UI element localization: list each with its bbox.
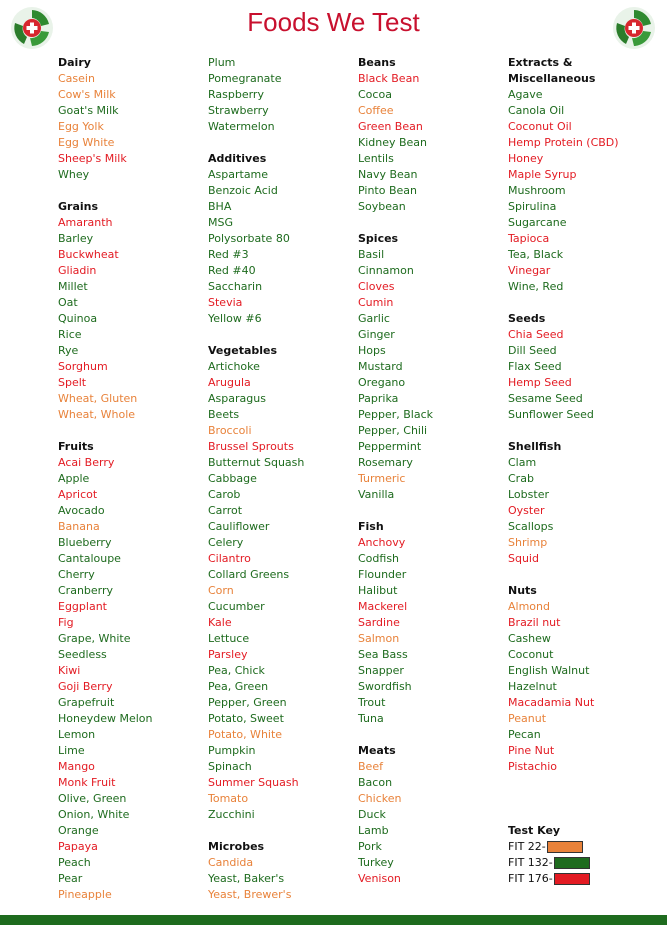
food-item: Lobster: [508, 488, 549, 501]
food-item: Sea Bass: [358, 648, 408, 661]
food-item: Peach: [58, 856, 91, 869]
food-item: Wine, Red: [508, 280, 564, 293]
food-item: Cilantro: [208, 552, 251, 565]
food-item: Rye: [58, 344, 79, 357]
section-spacer: [508, 423, 658, 439]
food-item: Yeast, Brewer's: [208, 888, 292, 901]
food-item: Amaranth: [58, 216, 113, 229]
food-item: Onion, White: [58, 808, 130, 821]
food-item: Bacon: [358, 776, 393, 789]
food-item: Celery: [208, 536, 244, 549]
food-item: Cow's Milk: [58, 88, 116, 101]
food-item: Orange: [58, 824, 99, 837]
food-item: Wheat, Gluten: [58, 392, 138, 405]
food-item: Honey: [508, 152, 544, 165]
category-heading: Nuts: [508, 584, 537, 597]
food-item: Oregano: [358, 376, 406, 389]
category-heading: Shellfish: [508, 440, 562, 453]
food-item: Red #3: [208, 248, 249, 261]
food-item: Carrot: [208, 504, 243, 517]
food-item: Scallops: [508, 520, 554, 533]
food-item: Maple Syrup: [508, 168, 577, 181]
food-item: Tuna: [358, 712, 384, 725]
food-item: Zucchini: [208, 808, 255, 821]
food-item: Macadamia Nut: [508, 696, 595, 709]
food-item: Summer Squash: [208, 776, 299, 789]
food-item: Hemp Seed: [508, 376, 572, 389]
food-item: Potato, Sweet: [208, 712, 284, 725]
food-item: Cinnamon: [358, 264, 414, 277]
food-item: Pinto Bean: [358, 184, 417, 197]
food-item: Rice: [58, 328, 82, 341]
section-spacer: [508, 791, 658, 807]
food-item: Salmon: [358, 632, 400, 645]
food-item: Agave: [508, 88, 543, 101]
food-item: Cranberry: [58, 584, 114, 597]
food-item: Garlic: [358, 312, 390, 325]
food-item: Buckwheat: [58, 248, 119, 261]
food-item: Stevia: [208, 296, 243, 309]
food-item: Tomato: [208, 792, 249, 805]
food-item: Cocoa: [358, 88, 392, 101]
food-item: Apple: [58, 472, 90, 485]
food-column-3: [358, 55, 508, 887]
food-column-1: [58, 55, 208, 903]
section-spacer: [358, 215, 508, 231]
food-item: Clam: [508, 456, 537, 469]
food-item: Sorghum: [58, 360, 108, 373]
food-item: Flax Seed: [508, 360, 562, 373]
food-item: Kidney Bean: [358, 136, 428, 149]
food-item: Fig: [58, 616, 74, 629]
food-item: Acai Berry: [58, 456, 115, 469]
food-item: Yellow #6: [208, 312, 262, 325]
food-item: Mushroom: [508, 184, 566, 197]
food-item: Parsley: [208, 648, 248, 661]
food-item: Halibut: [358, 584, 398, 597]
food-item: Duck: [358, 808, 386, 821]
food-item: Basil: [358, 248, 385, 261]
food-item: Spinach: [208, 760, 252, 773]
food-item: Goat's Milk: [58, 104, 119, 117]
food-item: Paprika: [358, 392, 399, 405]
clinic-logo-icon: [10, 6, 54, 50]
food-item: Kale: [208, 616, 232, 629]
food-item: Papaya: [58, 840, 98, 853]
food-item: Grape, White: [58, 632, 131, 645]
food-item: Artichoke: [208, 360, 260, 373]
food-item: Avocado: [58, 504, 105, 517]
food-item: Olive, Green: [58, 792, 127, 805]
food-item: Squid: [508, 552, 539, 565]
food-item: Turmeric: [358, 472, 406, 485]
food-item: Gliadin: [58, 264, 97, 277]
test-key-label: FIT 132-: [508, 856, 553, 869]
food-item: Cauliflower: [208, 520, 270, 533]
test-key-heading: Test Key: [508, 824, 561, 837]
food-item: Hemp Protein (CBD): [508, 136, 619, 149]
food-item: Beef: [358, 760, 383, 773]
food-item: Monk Fruit: [58, 776, 116, 789]
food-item: Tapioca: [508, 232, 550, 245]
test-key-swatch: [554, 857, 590, 869]
food-item: Cashew: [508, 632, 551, 645]
food-item: Pine Nut: [508, 744, 555, 757]
food-item: Lettuce: [208, 632, 250, 645]
category-heading: Grains: [58, 200, 99, 213]
category-heading: Spices: [358, 232, 399, 245]
food-item: Yeast, Baker's: [208, 872, 285, 885]
food-item: Cabbage: [208, 472, 257, 485]
page-title: Foods We Test: [247, 7, 420, 37]
food-item: Vinegar: [508, 264, 551, 277]
food-item: Coffee: [358, 104, 394, 117]
food-item: Broccoli: [208, 424, 252, 437]
category-heading: Additives: [208, 152, 267, 165]
food-item: Trout: [358, 696, 386, 709]
food-item: Blueberry: [58, 536, 112, 549]
food-item: Sheep's Milk: [58, 152, 127, 165]
food-item: Anchovy: [358, 536, 406, 549]
food-item: Asparagus: [208, 392, 266, 405]
food-item: Cumin: [358, 296, 394, 309]
food-item: English Walnut: [508, 664, 590, 677]
food-item: Black Bean: [358, 72, 420, 85]
food-item: Green Bean: [358, 120, 423, 133]
food-column-4: [508, 55, 658, 887]
food-item: Mango: [58, 760, 95, 773]
test-key-label: FIT 22-: [508, 840, 546, 853]
section-spacer: [58, 183, 208, 199]
category-heading: Fruits: [58, 440, 94, 453]
food-item: MSG: [208, 216, 233, 229]
food-item: Aspartame: [208, 168, 269, 181]
category-heading: Microbes: [208, 840, 265, 853]
food-column-2: [208, 55, 358, 903]
food-item: Pumpkin: [208, 744, 256, 757]
food-item: Crab: [508, 472, 534, 485]
category-heading: Fish: [358, 520, 384, 533]
food-item: Cantaloupe: [58, 552, 121, 565]
section-spacer: [508, 775, 658, 791]
section-spacer: [208, 135, 358, 151]
food-item: Flounder: [358, 568, 407, 581]
food-item: Eggplant: [58, 600, 107, 613]
food-item: Apricot: [58, 488, 98, 501]
food-item: Pistachio: [508, 760, 558, 773]
food-item: Pork: [358, 840, 382, 853]
food-item: Lentils: [358, 152, 394, 165]
food-item: Spirulina: [508, 200, 557, 213]
food-item: Casein: [58, 72, 95, 85]
food-item: Pea, Chick: [208, 664, 265, 677]
test-key-item: [508, 855, 658, 871]
test-key-swatch: [547, 841, 583, 853]
food-item: Seedless: [58, 648, 107, 661]
food-item: Venison: [358, 872, 401, 885]
food-item: Almond: [508, 600, 550, 613]
food-item: Ginger: [358, 328, 395, 341]
food-item: Millet: [58, 280, 88, 293]
food-item: Coconut: [508, 648, 554, 661]
food-item: Cucumber: [208, 600, 265, 613]
food-item: Saccharin: [208, 280, 263, 293]
food-item: Pepper, Chili: [358, 424, 428, 437]
category-heading: Seeds: [508, 312, 546, 325]
food-item: BHA: [208, 200, 232, 213]
food-item: Kiwi: [58, 664, 81, 677]
food-item: Banana: [58, 520, 100, 533]
food-item: Egg White: [58, 136, 115, 149]
section-spacer: [358, 727, 508, 743]
food-item: Turkey: [358, 856, 394, 869]
test-key-item: [508, 839, 658, 855]
food-item: Chia Seed: [508, 328, 564, 341]
food-item: Collard Greens: [208, 568, 290, 581]
section-spacer: [508, 295, 658, 311]
food-item: Shrimp: [508, 536, 548, 549]
food-item: Arugula: [208, 376, 251, 389]
food-item: Watermelon: [208, 120, 275, 133]
food-item: Peppermint: [358, 440, 422, 453]
food-item: Benzoic Acid: [208, 184, 278, 197]
food-item: Oat: [58, 296, 78, 309]
category-heading: Miscellaneous: [508, 72, 596, 85]
food-item: Sardine: [358, 616, 400, 629]
section-spacer: [508, 807, 658, 823]
footer-bar: [0, 915, 667, 925]
test-key-swatch: [554, 873, 590, 885]
food-item: Raspberry: [208, 88, 264, 101]
food-item: Sugarcane: [508, 216, 567, 229]
food-item: Brussel Sprouts: [208, 440, 294, 453]
food-item: Rosemary: [358, 456, 413, 469]
food-item: Candida: [208, 856, 254, 869]
section-spacer: [208, 823, 358, 839]
food-item: Whey: [58, 168, 90, 181]
food-item: Strawberry: [208, 104, 269, 117]
food-item: Pomegranate: [208, 72, 282, 85]
food-item: Grapefruit: [58, 696, 115, 709]
food-item: Sunflower Seed: [508, 408, 594, 421]
food-item: Butternut Squash: [208, 456, 305, 469]
food-item: Spelt: [58, 376, 87, 389]
food-item: Honeydew Melon: [58, 712, 153, 725]
food-item: Swordfish: [358, 680, 412, 693]
food-item: Dill Seed: [508, 344, 557, 357]
food-item: Barley: [58, 232, 94, 245]
category-heading: Extracts &: [508, 56, 573, 69]
food-item: Quinoa: [58, 312, 98, 325]
food-item: Pea, Green: [208, 680, 269, 693]
section-spacer: [208, 327, 358, 343]
food-item: Lime: [58, 744, 85, 757]
food-item: Vanilla: [358, 488, 395, 501]
food-item: Cherry: [58, 568, 95, 581]
food-item: Red #40: [208, 264, 256, 277]
food-item: Lemon: [58, 728, 96, 741]
test-key-item: [508, 871, 658, 887]
test-key-label: FIT 176-: [508, 872, 553, 885]
clinic-logo-icon: [612, 6, 656, 50]
category-heading: Beans: [358, 56, 396, 69]
food-item: Peanut: [508, 712, 547, 725]
food-item: Pineapple: [58, 888, 112, 901]
food-item: Mustard: [358, 360, 403, 373]
food-item: Pecan: [508, 728, 541, 741]
food-item: Corn: [208, 584, 234, 597]
food-item: Lamb: [358, 824, 389, 837]
category-heading: Vegetables: [208, 344, 278, 357]
food-item: Carob: [208, 488, 241, 501]
food-item: Hazelnut: [508, 680, 557, 693]
food-item: Brazil nut: [508, 616, 561, 629]
food-item: Cloves: [358, 280, 395, 293]
food-item: Codfish: [358, 552, 400, 565]
category-heading: Dairy: [58, 56, 91, 69]
food-item: Chicken: [358, 792, 402, 805]
food-item: Goji Berry: [58, 680, 113, 693]
food-item: Tea, Black: [508, 248, 564, 261]
food-item: Pepper, Black: [358, 408, 434, 421]
food-item: Potato, White: [208, 728, 283, 741]
food-item: Pear: [58, 872, 83, 885]
food-item: Pepper, Green: [208, 696, 287, 709]
food-item: Polysorbate 80: [208, 232, 290, 245]
food-item: Soybean: [358, 200, 406, 213]
category-heading: Meats: [358, 744, 396, 757]
section-spacer: [58, 423, 208, 439]
section-spacer: [508, 567, 658, 583]
food-item: Coconut Oil: [508, 120, 572, 133]
section-spacer: [358, 503, 508, 519]
food-item: Oyster: [508, 504, 545, 517]
food-item: Wheat, Whole: [58, 408, 136, 421]
food-item: Egg Yolk: [58, 120, 104, 133]
food-item: Canola Oil: [508, 104, 565, 117]
food-item: Mackerel: [358, 600, 408, 613]
food-item: Hops: [358, 344, 386, 357]
food-item: Beets: [208, 408, 240, 421]
food-item: Snapper: [358, 664, 404, 677]
food-item: Navy Bean: [358, 168, 418, 181]
food-item: Plum: [208, 56, 236, 69]
food-item: Sesame Seed: [508, 392, 583, 405]
